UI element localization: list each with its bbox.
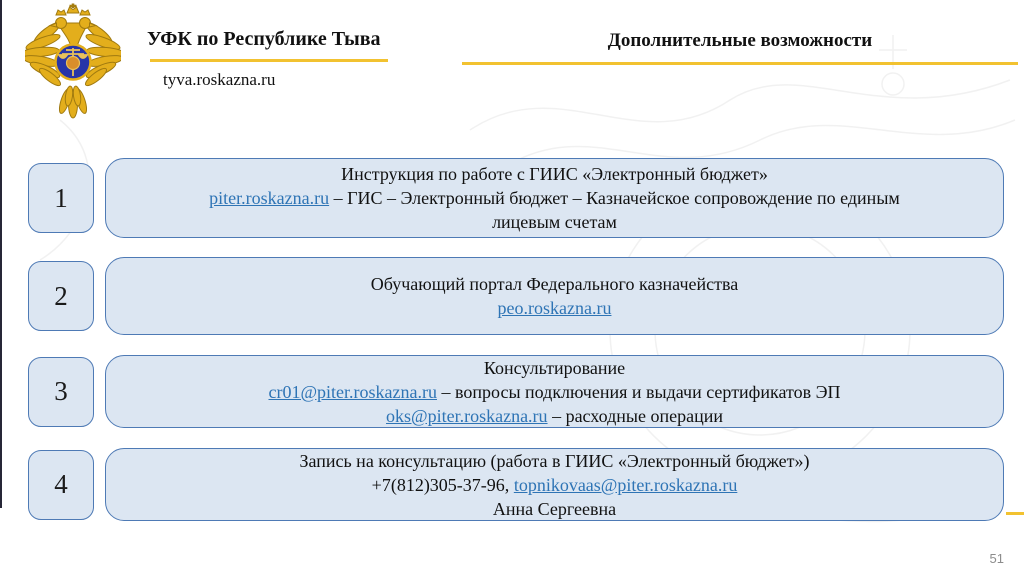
feature-line [120, 186, 989, 210]
feature-line [120, 210, 989, 234]
row-number-label: 3 [54, 376, 68, 406]
feature-line [120, 272, 989, 296]
org-title: УФК по Республике Тыва [147, 28, 381, 50]
feature-row-4 [0, 448, 1024, 521]
link-piter-roskazna-ru[interactable]: piter.roskazna.ru [209, 188, 330, 208]
row-number-label: 2 [54, 280, 68, 311]
text-segment: лицевым счетам [492, 212, 617, 232]
text-segment: Обучающий портал Федерального казначейства [370, 274, 739, 294]
text-segment: +7(812)305-37-96, [371, 474, 514, 495]
right-edge-accent [1006, 512, 1024, 515]
text-segment: Консультирование [483, 357, 626, 378]
text-segment: – расходные операции [547, 405, 723, 426]
text-segment: Запись на консультацию (работа в ГИИС «Электронный бюджет») [299, 450, 810, 471]
feature-line [120, 404, 989, 428]
feature-row-1 [0, 158, 1024, 238]
row-number-label: 1 [54, 182, 68, 213]
org-title-underline [150, 59, 388, 62]
feature-line [120, 473, 989, 497]
feature-box-3 [105, 355, 1004, 428]
row-number-label: 4 [54, 469, 68, 499]
row-number-badge-2 [28, 261, 94, 331]
feature-line [120, 162, 989, 186]
feature-line [120, 296, 989, 320]
treasury-emblem-icon [25, 3, 121, 121]
text-segment: Инструкция по работе с ГИИС «Электронный бюджет» [341, 164, 768, 184]
feature-box-1 [105, 158, 1004, 238]
text-segment: – ГИС – Электронный бюджет – Казначейское сопровождение по единым [329, 188, 900, 208]
text-segment: – вопросы подключения и выдачи сертификатов ЭП [437, 381, 841, 402]
link-peo-roskazna-ru[interactable]: peo.roskazna.ru [497, 298, 612, 318]
feature-line [120, 380, 989, 404]
row-number-badge-1 [28, 163, 94, 233]
feature-row-2 [0, 257, 1024, 335]
feature-row-3 [0, 355, 1024, 428]
feature-box-2 [105, 257, 1004, 335]
link-cr01-email[interactable]: cr01@piter.roskazna.ru [268, 381, 437, 402]
slide-title-underline [462, 62, 1018, 65]
feature-line [120, 449, 989, 473]
link-topnikovaas-email[interactable]: topnikovaas@piter.roskazna.ru [513, 474, 738, 495]
feature-line [120, 497, 989, 521]
page-number: 51 [989, 551, 1004, 566]
link-oks-email[interactable]: oks@piter.roskazna.ru [386, 405, 548, 426]
row-number-badge-4 [28, 450, 94, 520]
feature-box-4 [105, 448, 1004, 521]
org-site-text: tyva.roskazna.ru [163, 70, 276, 89]
slide-title: Дополнительные возможности [607, 30, 873, 51]
row-number-badge-3 [28, 357, 94, 427]
text-segment: Анна Сергеевна [492, 498, 617, 519]
left-edge-accent [0, 0, 2, 508]
feature-line [120, 356, 989, 380]
